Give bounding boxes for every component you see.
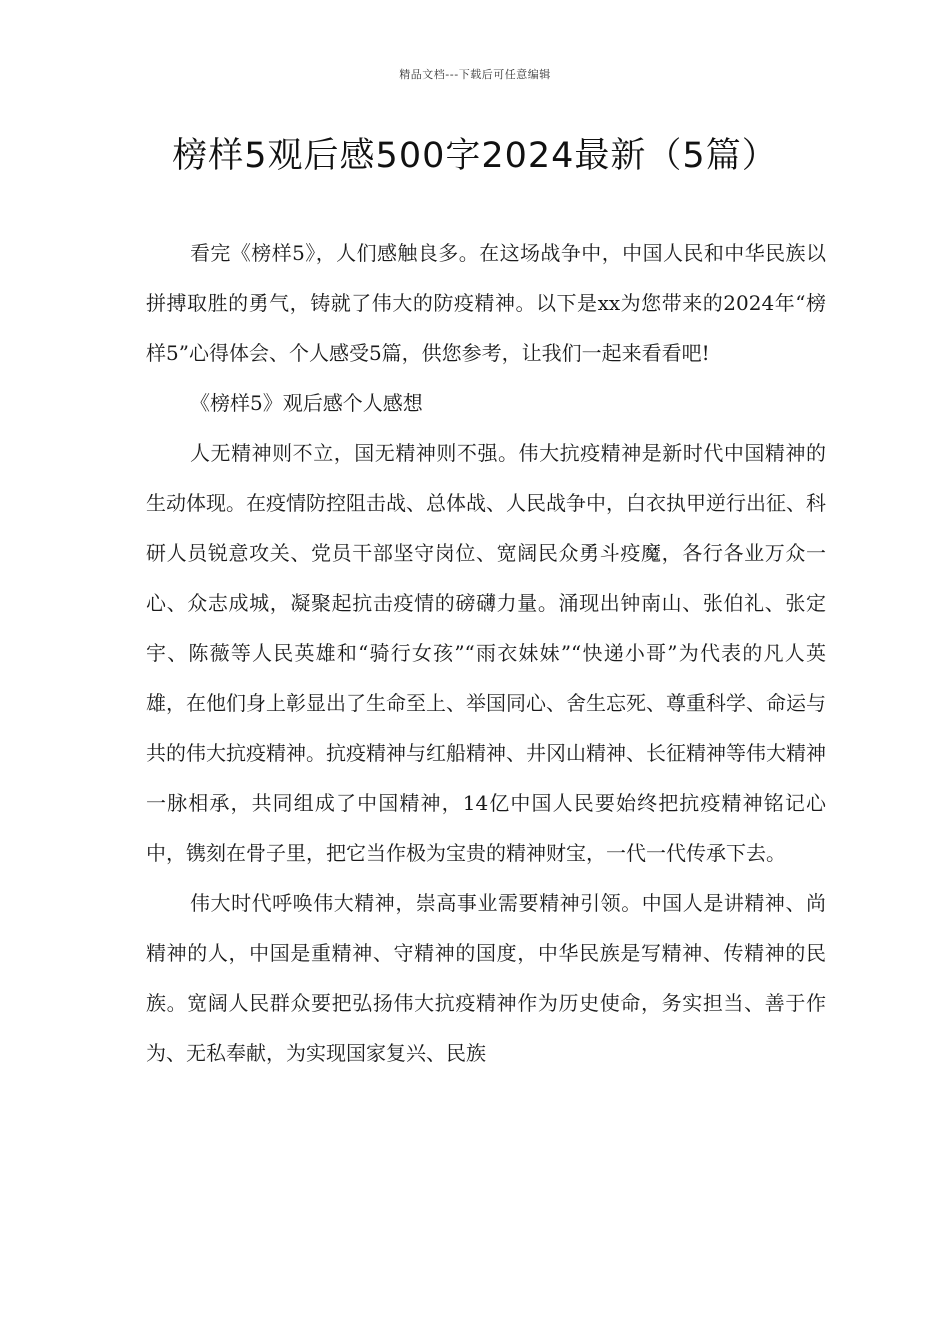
section-heading: 《榜样5》观后感个人感想 bbox=[190, 391, 423, 415]
intro-paragraph: 看完《榜样5》，人们感触良多。在这场战争中，中国人民和中华民族以拼搏取胜的勇气，铸就了伟大的防疫精神。以下是xx为您带来的2024年“榜样5”心得体会、个人感受5篇，供您参考，让我们一起来看看吧! bbox=[146, 241, 826, 365]
document-title: 榜样5观后感500字2024最新（5篇） bbox=[172, 136, 778, 176]
body-paragraph-2: 伟大时代呼唤伟大精神，崇高事业需要精神引领。中国人是讲精神、尚精神的人，中国是重精神、守精神的国度，中华民族是写精神、传精神的民族。宽阔人民群众要把弘扬伟大抗疫精神作为历史使命，务实担当、善于作为、无私奉献，为实现国家复兴、民族 bbox=[146, 891, 826, 1065]
body-paragraph-1: 人无精神则不立，国无精神则不强。伟大抗疫精神是新时代中国精神的生动体现。在疫情防控阻击战、总体战、人民战争中，白衣执甲逆行出征、科研人员锐意攻关、党员干部坚守岗位、宽阔民众勇斗疫魔，各行各业万众一心、众志成城，凝聚起抗击疫情的磅礴力量。涌现出钟南山、张伯礼、张定宇、陈薇等人民英雄和“骑行女孩”“雨衣妹妹”“快递小哥”为代表的凡人英雄，在他们身上彰显出了生命至上、举国同心、舍生忘死、尊重科学、命运与共的伟大抗疫精神。抗疫精神与红船精神、井冈山精神、长征精神等伟大精神一脉相承，共同组成了中国精神，14亿中国人民要始终把抗疫精神铭记心中，镌刻在骨子里，把它当作极为宝贵的精神财宝，一代一代传承下去。 bbox=[146, 441, 826, 865]
document-body bbox=[146, 228, 826, 1078]
header-note: 精品文档---下载后可任意编辑 bbox=[399, 68, 551, 81]
